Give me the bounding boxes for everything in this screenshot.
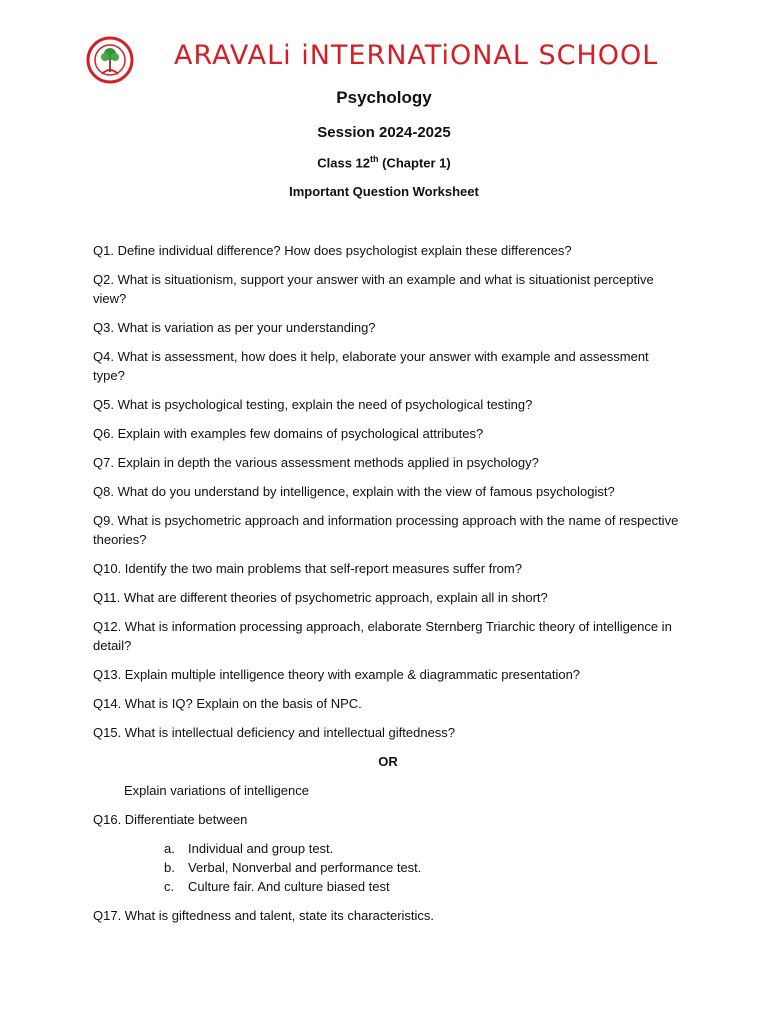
session-title: Session 2024-2025 — [317, 124, 451, 141]
question-item: Q12. What is information processing approach, elaborate Sternberg Triarchic theory of intelligence in detail? — [93, 619, 672, 653]
question-item: Q6. Explain with examples few domains of psychological attributes? — [93, 426, 484, 441]
sub-question-text: Culture fair. And culture biased test — [188, 879, 390, 894]
or-alternative-question: Explain variations of intelligence — [124, 783, 309, 798]
sub-question-letter: a. — [164, 841, 175, 856]
subject-title: Psychology — [336, 88, 432, 107]
question-item: Q14. What is IQ? Explain on the basis of NPC. — [93, 696, 362, 711]
sub-question-letter: c. — [164, 879, 175, 894]
sub-question-item — [93, 858, 683, 877]
school-name: ARAVALi iNTERNATiONAL SCHOOL — [174, 40, 659, 71]
question-item: Q7. Explain in depth the various assessment methods applied in psychology? — [93, 455, 539, 470]
or-divider: OR — [378, 754, 398, 769]
question-item: Q9. What is psychometric approach and information processing approach with the name of respective theories? — [93, 513, 679, 547]
question-item: Q1. Define individual difference? How does psychologist explain these differences? — [93, 243, 572, 258]
school-logo-icon — [84, 36, 136, 84]
question-list — [93, 241, 683, 935]
question-item: Q8. What do you understand by intelligence, explain with the view of famous psychologist? — [93, 484, 615, 499]
class-title — [0, 154, 768, 170]
sub-question-item — [93, 839, 683, 858]
question-item: Q13. Explain multiple intelligence theory with example & diagrammatic presentation? — [93, 667, 581, 682]
sub-question-text: Individual and group test. — [188, 841, 334, 856]
question-item: Q5. What is psychological testing, explain the need of psychological testing? — [93, 397, 533, 412]
class-sup: th — [370, 154, 379, 164]
sub-question-list — [93, 839, 683, 896]
question-item: Q11. What are different theories of psychometric approach, explain all in short? — [93, 590, 548, 605]
question-item: Q10. Identify the two main problems that self-report measures suffer from? — [93, 561, 522, 576]
school-header — [84, 36, 684, 86]
question-item: Q4. What is assessment, how does it help, elaborate your answer with example and assessment type? — [93, 349, 649, 383]
sub-question-item — [93, 877, 683, 896]
question-item: Q17. What is giftedness and talent, state its characteristics. — [93, 908, 435, 923]
class-chapter: (Chapter 1) — [378, 155, 451, 171]
class-main: Class 12 — [317, 155, 371, 171]
worksheet-title: Important Question Worksheet — [289, 184, 479, 199]
question-item: Q16. Differentiate between — [93, 812, 248, 827]
sub-question-text: Verbal, Nonverbal and performance test. — [188, 860, 422, 875]
question-item: Q3. What is variation as per your understanding? — [93, 320, 376, 335]
question-item: Q2. What is situationism, support your answer with an example and what is situationist perceptive view? — [93, 272, 654, 306]
question-item: Q15. What is intellectual deficiency and intellectual giftedness? — [93, 725, 456, 740]
sub-question-letter: b. — [164, 860, 175, 875]
